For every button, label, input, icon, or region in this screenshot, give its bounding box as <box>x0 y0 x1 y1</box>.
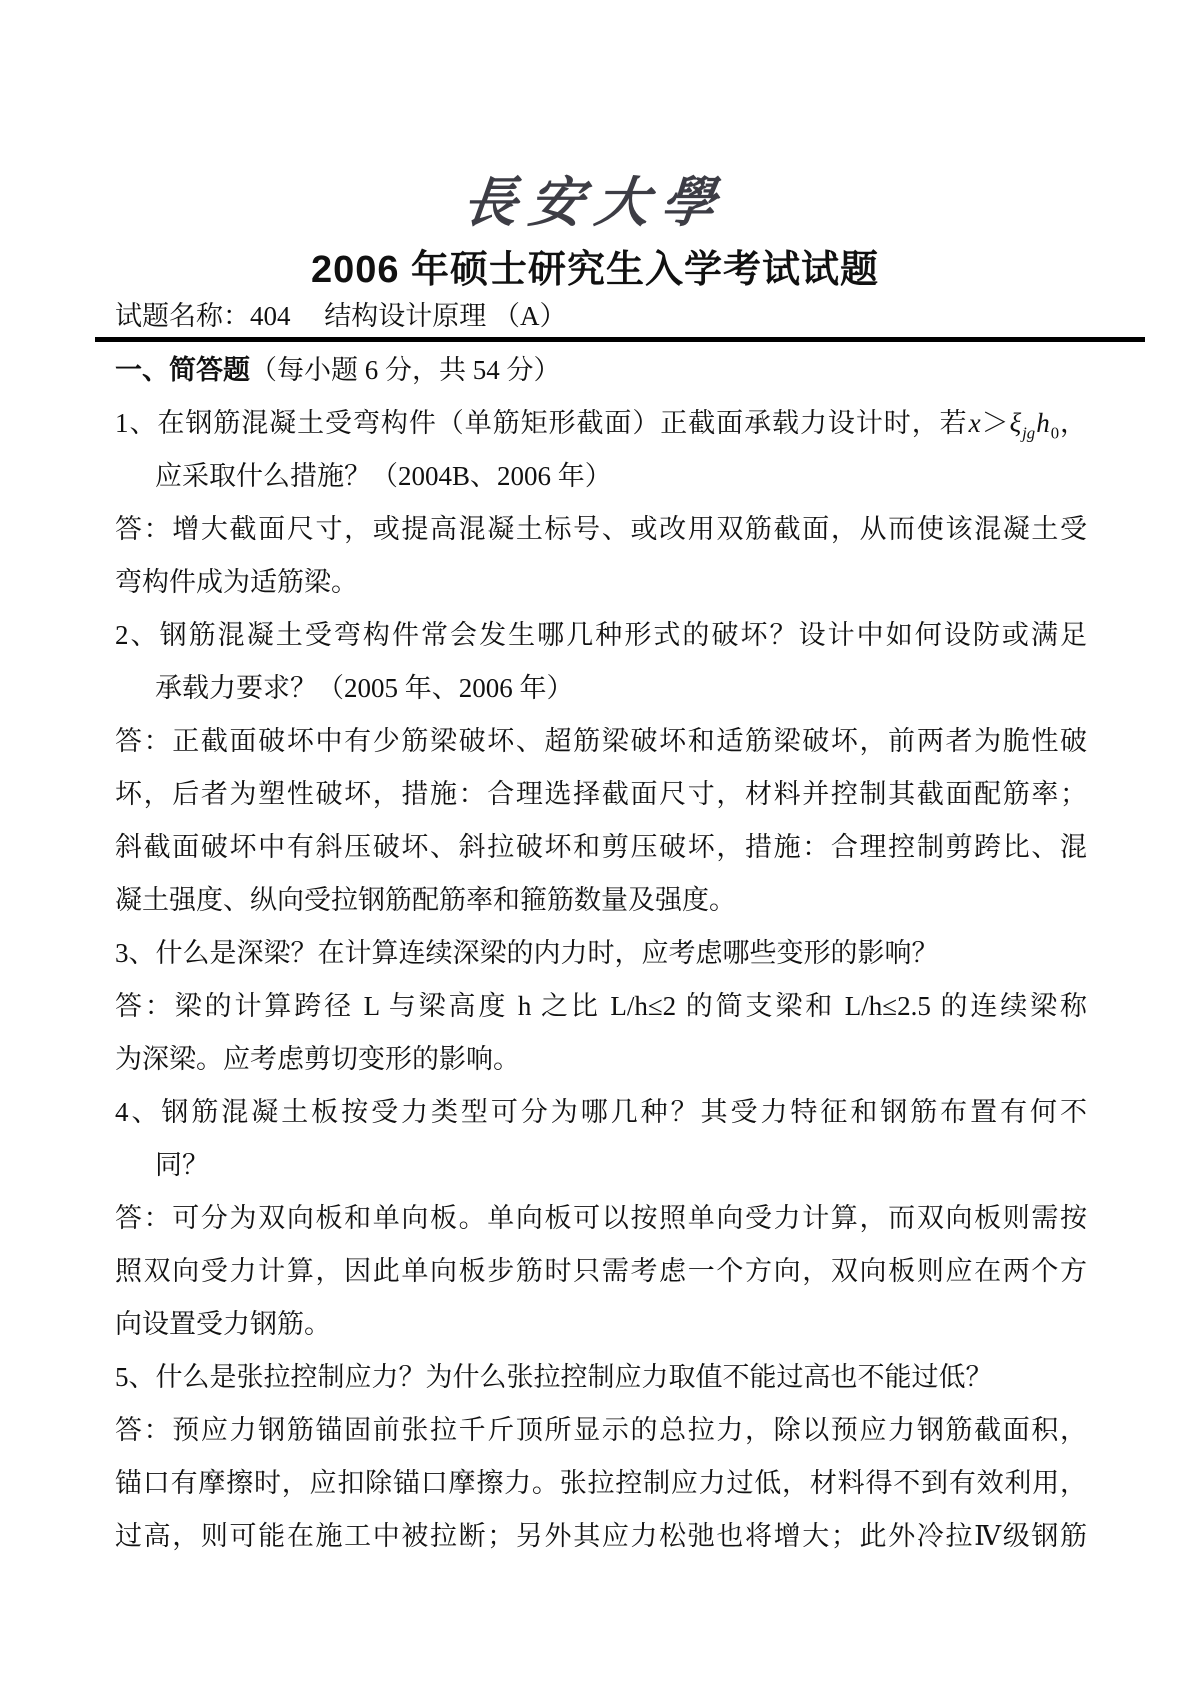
header-rule <box>95 337 1145 342</box>
subject-line: 试题名称：404 结构设计原理 （A） <box>115 301 567 331</box>
question-1-line-1 <box>115 397 1087 450</box>
answer-2-line-2: 坏，后者为塑性破坏，措施：合理选择截面尺寸，材料并控制其截面配筋率； <box>115 779 1087 809</box>
section-heading-note: （每小题 6 分，共 54 分） <box>250 355 561 385</box>
answer-5-line-3: 过高，则可能在施工中被拉断；另外其应力松弛也将增大；此外冷拉Ⅳ级钢筋 <box>115 1521 1087 1551</box>
question-4-line-2: 同？ <box>155 1150 209 1180</box>
answer-4-line-1: 答：可分为双向板和单向板。单向板可以按照单向受力计算，而双向板则需按 <box>115 1203 1087 1233</box>
answer-2-line-4: 凝土强度、纵向受拉钢筋配筋率和箍筋数量及强度。 <box>115 885 736 915</box>
question-1-line-2: 应采取什么措施？（2004B、2006 年） <box>155 461 612 491</box>
answer-1-line-1: 答：增大截面尺寸，或提高混凝土标号、或改用双筋截面，从而使该混凝土受 <box>115 514 1087 544</box>
question-2-line-1: 2、钢筋混凝土受弯构件常会发生哪几种形式的破坏？设计中如何设防或满足 <box>115 620 1087 650</box>
question-3-line-1: 3、什么是深梁？在计算连续深梁的内力时，应考虑哪些变形的影响？ <box>115 938 939 968</box>
xi-subscript: jg <box>1022 423 1036 443</box>
answer-5-line-1: 答：预应力钢筋锚固前张拉千斤顶所显示的总拉力，除以预应力钢筋截面积， <box>115 1415 1087 1445</box>
inline-formula: $x>\xi_{jg}h_0$， <box>968 408 1088 443</box>
h-subscript: 0 <box>1050 423 1060 443</box>
answer-2-line-1: 答：正截面破坏中有少筋梁破坏、超筋梁破坏和适筋梁破坏，前两者为脆性破 <box>115 726 1087 756</box>
section-heading-label: 一、简答题 <box>115 355 250 385</box>
question-2-line-2: 承载力要求？（2005 年、2006 年） <box>155 673 574 703</box>
exam-body <box>115 344 1087 1563</box>
greater-than-sign: ＞ <box>981 408 1009 438</box>
university-logo: 長安大學 <box>459 173 731 233</box>
exam-title: 2006 年硕士研究生入学考试试题 <box>310 249 880 291</box>
answer-5-line-2: 锚口有摩擦时，应扣除锚口摩擦力。张拉控制应力过低，材料得不到有效利用， <box>115 1468 1087 1498</box>
section-heading <box>115 344 1087 397</box>
answer-4-line-3: 向设置受力钢筋。 <box>115 1309 331 1339</box>
answer-3-line-2: 为深梁。应考虑剪切变形的影响。 <box>115 1044 520 1074</box>
question-4-line-1: 4、钢筋混凝土板按受力类型可分为哪几种？其受力特征和钢筋布置有何不 <box>115 1097 1087 1127</box>
question-5-line-1: 5、什么是张拉控制应力？为什么张拉控制应力取值不能过高也不能过低？ <box>115 1362 993 1392</box>
question-1-lead: 1、在钢筋混凝土受弯构件（单筋矩形截面）正截面承载力设计时，若 <box>115 408 968 438</box>
answer-1-line-2: 弯构件成为适筋梁。 <box>115 567 358 597</box>
answer-3-line-1: 答：梁的计算跨径 L 与梁高度 h 之比 L/h≤2 的简支梁和 L/h≤2.5 的连续梁称 <box>115 991 1087 1021</box>
answer-4-line-2: 照双向受力计算，因此单向板步筋时只需考虑一个方向，双向板则应在两个方 <box>115 1256 1087 1286</box>
answer-2-line-3: 斜截面破坏中有斜压破坏、斜拉破坏和剪压破坏，措施：合理控制剪跨比、混 <box>115 832 1087 862</box>
